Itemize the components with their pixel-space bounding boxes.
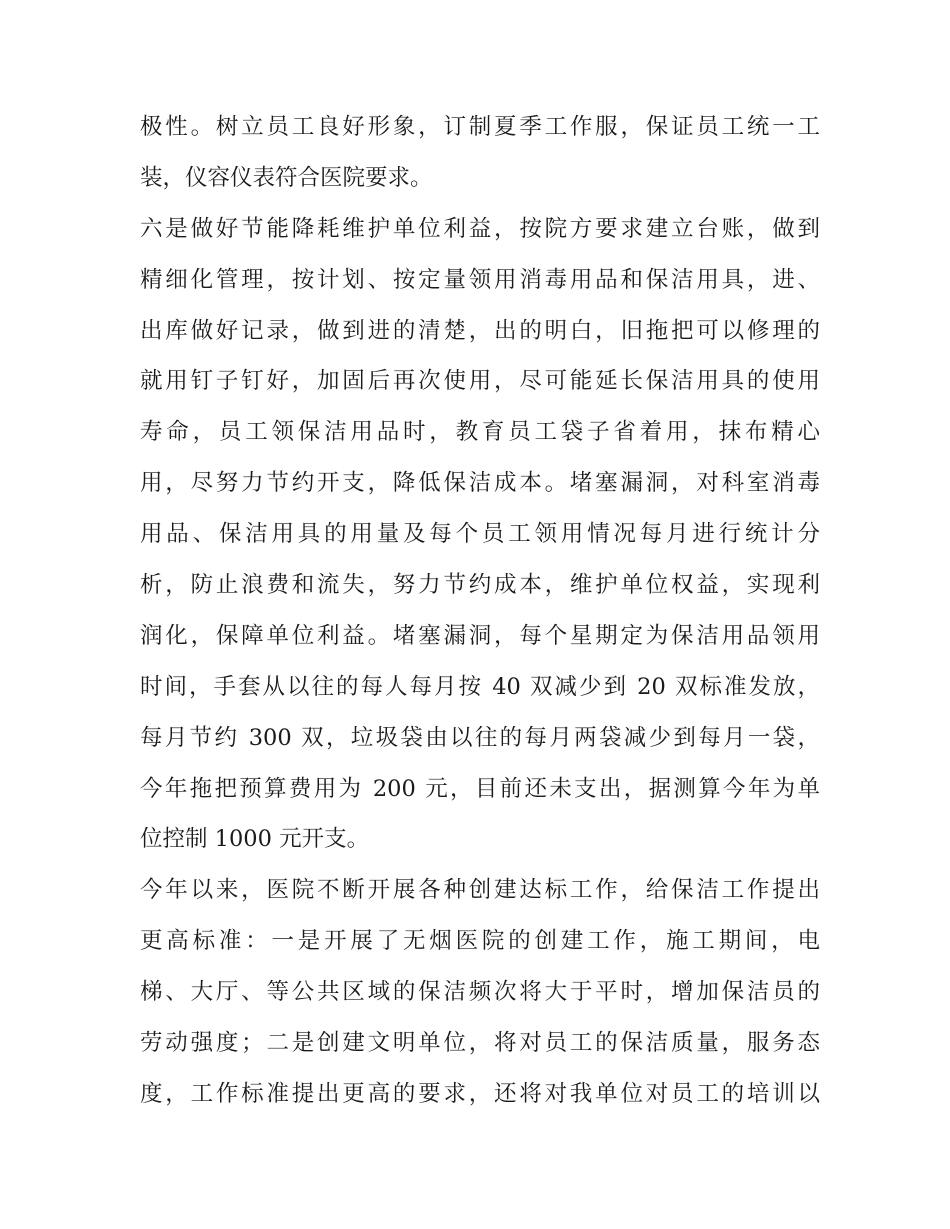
text-line: 出库做好记录，做到进的清楚，出的明白，旧拖把可以修理的 <box>140 317 820 344</box>
text-line: 精细化管理，按计划、按定量领用消毒用品和保洁用具，进、 <box>140 266 820 293</box>
text-line: 就用钉子钉好，加固后再次使用，尽可能延长保洁用具的使用 <box>140 368 820 395</box>
text-line: 极性。树立员工良好形象，订制夏季工作服，保证员工统一工 <box>140 114 820 140</box>
text-line: 装，仪容仪表符合医院要求。 <box>140 164 433 191</box>
body-text <box>140 102 820 1120</box>
text-line: 劳动强度；二是创建文明单位，将对员工的保洁质量，服务态 <box>140 1030 820 1057</box>
text-line: 润化，保障单位利益。堵塞漏洞，每个星期定为保洁用品领用 <box>140 622 820 649</box>
text-line: 今年拖把预算费用为 200 元，目前还未支出，据测算今年为单 <box>140 775 820 802</box>
text-line: 寿命，员工领保洁用品时，教育员工袋子省着用，抹布精心 <box>140 419 820 446</box>
text-line: 位控制 1000 元开支。 <box>140 826 370 853</box>
text-line: 时间，手套从以往的每人每月按 40 双减少到 20 双标准发放， <box>140 673 820 700</box>
text-line: 用，尽努力节约开支，降低保洁成本。堵塞漏洞，对科室消毒 <box>140 470 820 497</box>
text-line: 更高标准：一是开展了无烟医院的创建工作，施工期间，电 <box>140 928 820 955</box>
text-line: 度，工作标准提出更高的要求，还将对我单位对员工的培训以 <box>140 1080 820 1107</box>
text-line: 六是做好节能降耗维护单位利益，按院方要求建立台账，做到 <box>140 215 820 242</box>
text-line: 梯、大厅、等公共区域的保洁频次将大于平时，增加保洁员的 <box>140 979 820 1006</box>
text-line: 析，防止浪费和流失，努力节约成本，维护单位权益，实现利 <box>140 572 820 599</box>
text-line: 今年以来，医院不断开展各种创建达标工作，给保洁工作提出 <box>140 877 820 904</box>
text-line: 用品、保洁用具的用量及每个员工领用情况每月进行统计分 <box>140 521 820 548</box>
text-line: 每月节约 300 双，垃圾袋由以往的每月两袋减少到每月一袋， <box>140 724 820 751</box>
